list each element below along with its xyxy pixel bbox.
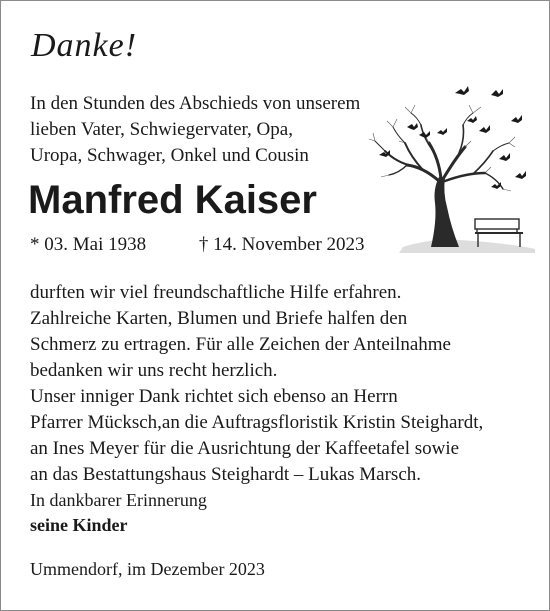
body-line: Schmerz zu ertragen. Für alle Zeichen der Anteilnahme xyxy=(30,334,451,355)
intro-line: In den Stunden des Abschieds von unserem xyxy=(30,93,361,114)
intro-line: Uropa, Schwager, Onkel und Cousin xyxy=(30,145,309,166)
bird-icon xyxy=(511,115,522,123)
thanks-body xyxy=(30,280,483,488)
body-line: durften wir viel freundschaftliche Hilfe erfahren. xyxy=(30,282,402,303)
closing-line: In dankbarer Erinnerung xyxy=(30,490,207,510)
birds xyxy=(379,86,526,189)
life-dates xyxy=(30,233,365,257)
heading-thanks: Danke! xyxy=(31,27,138,64)
body-line: an Ines Meyer für die Ausrichtung der Kaffeetafel sowie xyxy=(30,438,460,459)
body-line: bedanken wir uns recht herzlich. xyxy=(30,360,278,381)
deceased-name: Manfred Kaiser xyxy=(28,178,317,222)
bird-icon xyxy=(479,125,490,133)
tree-branches xyxy=(375,113,509,189)
body-line: Unser inniger Dank richtet sich ebenso an Herrn xyxy=(30,386,398,407)
ground-shading xyxy=(399,240,535,253)
bird-icon xyxy=(491,89,503,97)
bird-icon xyxy=(515,171,526,179)
bird-icon xyxy=(407,123,418,130)
body-line: Pfarrer Mücksch,an die Auftragsfloristik Kristin Steighardt, xyxy=(30,412,484,433)
place-and-date: Ummendorf, im Dezember 2023 xyxy=(30,559,265,579)
intro-text xyxy=(30,91,360,169)
death-date: † 14. November 2023 xyxy=(198,234,365,255)
signature: seine Kinder xyxy=(30,515,128,535)
birth-date: * 03. Mai 1938 xyxy=(30,234,147,255)
tree-trunk xyxy=(431,177,459,247)
bird-icon xyxy=(419,131,430,138)
body-line: Zahlreiche Karten, Blumen und Briefe halfen den xyxy=(30,308,408,329)
closing-block xyxy=(30,488,207,538)
intro-line: lieben Vater, Schwiegervater, Opa, xyxy=(30,119,293,140)
bird-icon xyxy=(437,128,447,135)
bird-icon xyxy=(499,153,510,161)
tree-and-birds-illustration xyxy=(363,81,543,256)
bird-icon xyxy=(455,86,469,95)
body-line: an das Bestattungshaus Steighardt – Lukas Marsch. xyxy=(30,464,422,485)
